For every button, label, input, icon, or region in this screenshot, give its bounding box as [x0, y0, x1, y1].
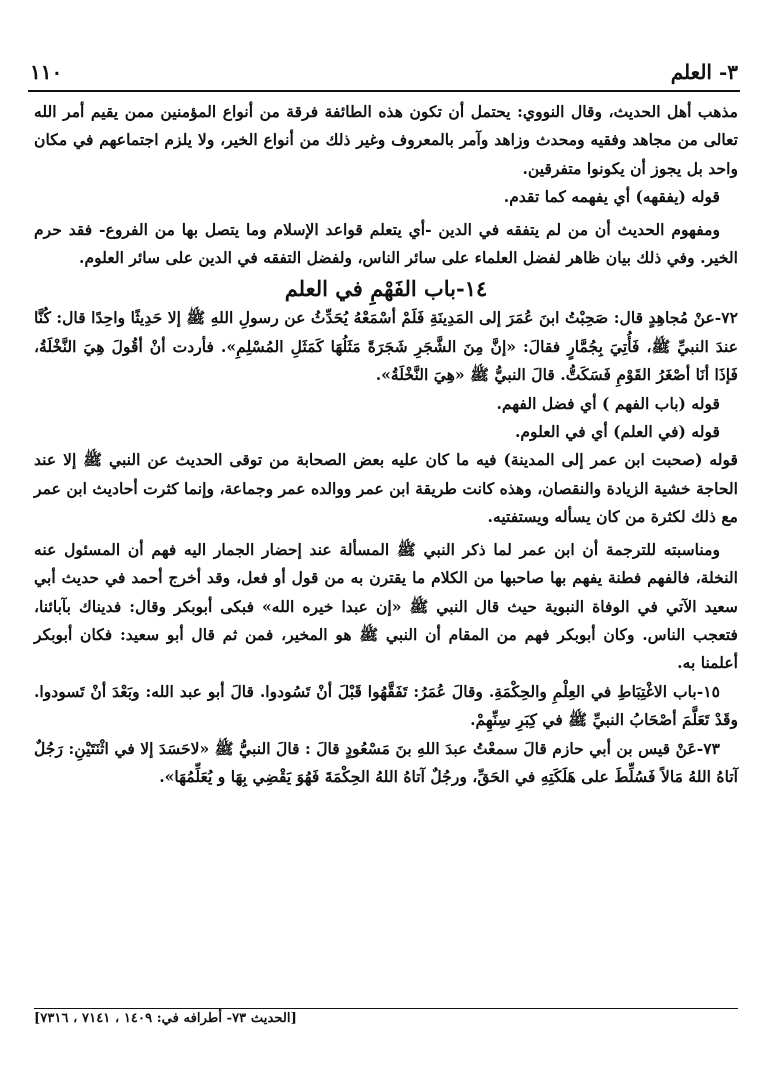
- hadith-72: ٧٢-عنْ مُجاهِدٍ قال: صَحِبْتُ ابنَ عُمَرَ إلى المَدِينَةِ فَلَمْ أسْمَعْهُ يُحَدِّثُ عن رسولِ اللهِ ﷺ إلا حَدِيثًا واحِدًا قال: كُنَّا عندَ النبيِّ ﷺ، فَأُتِيَ بِجُمَّارٍ فقالَ: «إنَّ مِنَ الشَّجَرِ شَجَرَةً مَثَلُهَا كَمَثَلِ المُسْلِمِ». فأردت أنْ أقُولَ هِيَ النَّخْلَةُ، فَإذَا أنَا أصْغَرُ القَوْمِ فَسَكَتُّ. قالَ النبيُّ ﷺ «هِيَ النَّخْلَةُ».: [34, 308, 738, 385]
- page-body: [34, 98, 738, 791]
- comment-bab-al-fahm: قوله (باب الفهم ) أي فضل الفهم.: [496, 393, 720, 413]
- header-divider: [28, 90, 740, 92]
- footnote: [الحديث ٧٣- أطرافه في: ١٤٠٩ ، ٧١٤١ ، ٧٣١٦]: [34, 1008, 738, 1029]
- chapter-heading-14: ١٤-باب الفَهْمِ في العلم: [284, 276, 488, 302]
- page-header: [30, 56, 738, 84]
- paragraph-munasaba: ومناسبته للترجمة أن ابن عمر لما ذكر النبي ﷺ المسألة عند إحضار الجمار اليه فهم أن المسئول عنه النخلة، فالفهم فطنة يفهم بها صاحبها من الكلام ما يقترن به من قول أو فعل، وقد أخرج أحمد في حديث أبي سعيد الآتي في الوفاة النبوية حيث قال النبي ﷺ «إن عبدا خيره الله» فبكى أبوبكر وقال: فديناك بآبائنا، فتعجب الناس. وكان أبوبكر فهم من المقام أن النبي ﷺ هو المخير، فمن ثم قال أبو سعيد: فكان أبوبكر أعلمنا به.: [34, 539, 738, 673]
- hadith-73: ٧٣-عَنْ قيس بن أبي حازم قالَ سمعْتُ عبدَ اللهِ بنَ مَسْعُودٍ قالَ : قالَ النبيُّ ﷺ «لاحَسَدَ إلا في اثْنَتَيْنِ: رَجُلٌ آتاهُ اللهُ مَالاً فَسُلِّطَ على هَلَكَتِهِ في الحَقِّ، ورجُلٌ آتاهُ اللهُ الحِكْمَةَ فَهُوَ يَقْضِي بِهَا و يُعَلِّمُهَا».: [34, 738, 738, 786]
- chapter-heading-15: ١٥-باب الاغْتِبَاطِ في العِلْمِ والحِكْمَةِ. وقالَ عُمَرُ: تَفَقَّهُوا قَبْلَ أنْ تَسُودوا. قالَ أبو عبد الله: وبَعْدَ أنْ تَسودوا. وقَدْ تَعَلَّمَ أصْحَابُ النبيِّ ﷺ في كِبَرِ سِنِّهِمْ.: [34, 681, 738, 730]
- paragraph-yufaqqihhu: قوله (يفقهه) أي يفهمه كما تقدم.: [503, 187, 720, 207]
- chapter-title: ٣- العلم: [670, 60, 738, 84]
- comment-suhbat-ibn-umar: قوله (صحبت ابن عمر إلى المدينة) فيه ما كان عليه بعض الصحابة من توقى الحديث عن النبي ﷺ إلا عند الحاجة خشية الزيادة والنقصان، وهذه كانت طريقة ابن عمر ووالده عمر وجماعة، وإنما كثرت أحاديث ابن عمر مع ذلك لكثرة من كان يسأله ويستفتيه.: [34, 450, 738, 527]
- comment-fi-al-ilm: قوله (في العلم) أي في العلوم.: [514, 422, 720, 442]
- page-number: ١١٠: [30, 60, 63, 84]
- paragraph-mafhum: ومفهوم الحديث أن من لم يتفقه في الدين -أي يتعلم قواعد الإسلام وما يتصل بها من الفروع- فقد حرم الخير. وفي ذلك بيان ظاهر لفضل العلماء على سائر الناس، ولفضل التفقه في الدين على سائر العلوم.: [34, 219, 738, 268]
- paragraph-nawawi: مذهب أهل الحديث، وقال النووي: يحتمل أن تكون هذه الطائفة فرقة من أنواع المؤمنين ممن يقيم أمر الله تعالى من مجاهد وفقيه ومحدث وزاهد وآمر بالمعروف وغير ذلك من أنواع الخير، ولا يلزم اجتماعهم في مكان واحد بل يجوز أن يكونوا متفرقين.: [34, 102, 738, 178]
